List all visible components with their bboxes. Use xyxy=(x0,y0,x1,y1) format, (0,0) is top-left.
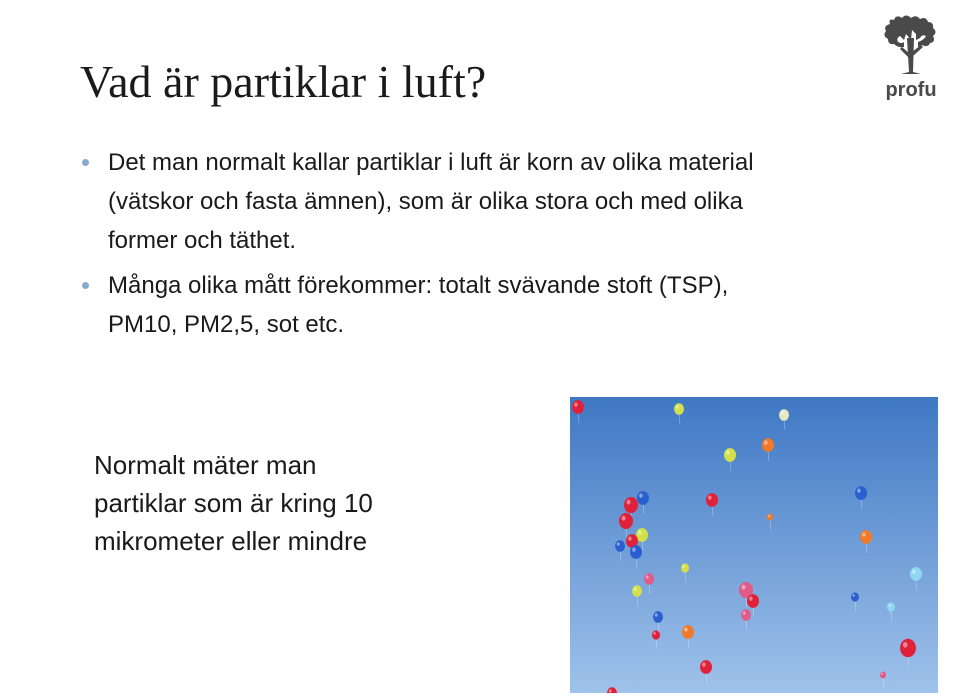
bullet-item xyxy=(82,266,902,344)
bullet-text-line: Det man normalt kallar partiklar i luft är korn av olika material xyxy=(108,149,754,176)
balloons-image xyxy=(570,397,938,693)
tree-icon xyxy=(880,14,942,104)
sky-background xyxy=(570,397,938,693)
bullet-list xyxy=(82,143,902,350)
callout-line: Normalt mäter man xyxy=(94,450,317,480)
bullet-text-line: (vätskor och fasta ämnen), som är olika stora och med olika xyxy=(108,188,743,215)
balloons-photo xyxy=(570,397,938,693)
callout-line: partiklar som är kring 10 xyxy=(94,488,373,518)
bullet-text-line: PM10, PM2,5, sot etc. xyxy=(108,311,345,338)
bullet-text-line: former och täthet. xyxy=(108,227,297,254)
profu-logo xyxy=(880,14,942,104)
slide-title: Vad är partiklar i luft? xyxy=(80,56,487,107)
bullet-icon xyxy=(82,282,89,289)
bullet-text-line: Många olika mått förekommer: totalt svävande stoft (TSP), xyxy=(108,272,729,299)
logo-text: profu xyxy=(885,79,937,101)
bullet-item xyxy=(82,143,902,260)
callout-line: mikrometer eller mindre xyxy=(94,526,368,556)
bullet-icon xyxy=(82,159,89,166)
callout-text xyxy=(94,446,373,560)
